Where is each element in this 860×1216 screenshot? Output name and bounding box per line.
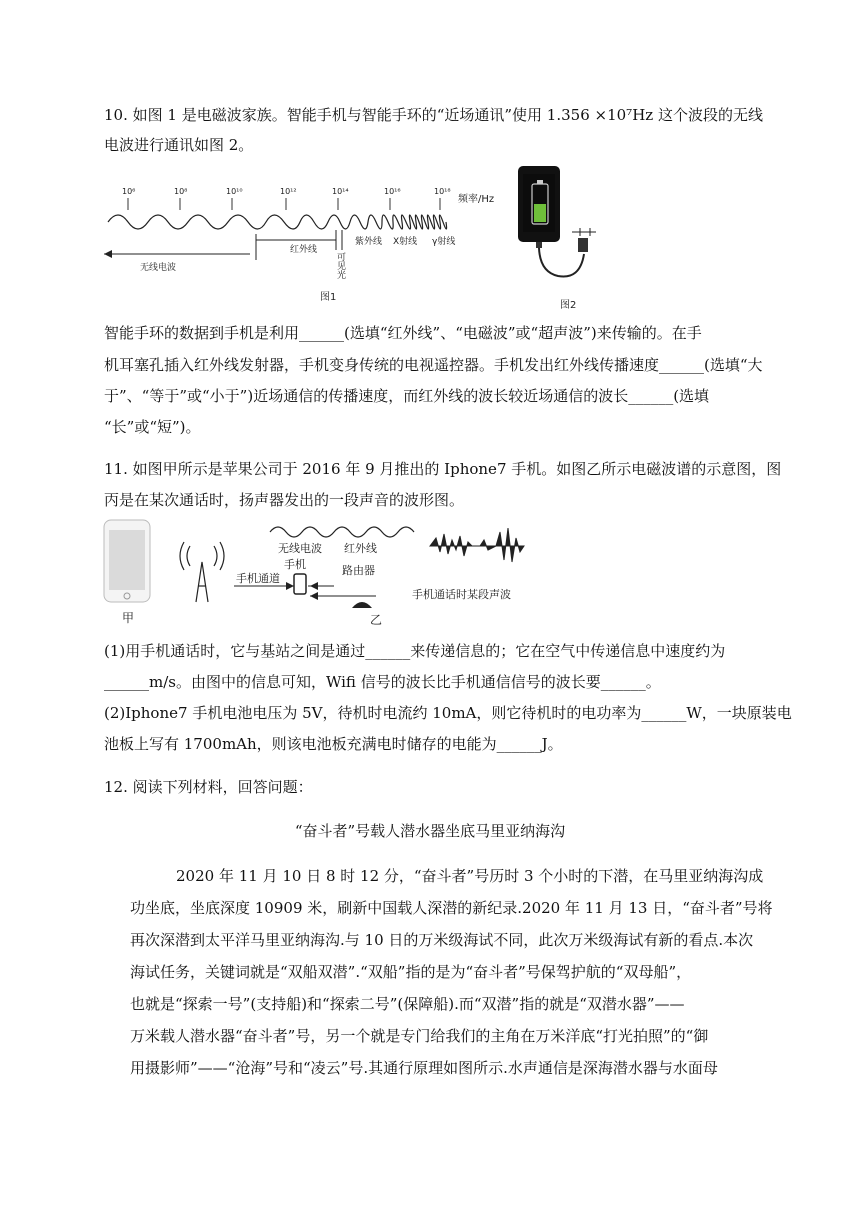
exp-label-4: 10¹² <box>280 187 297 196</box>
freq-axis-label: 频率/Hz <box>458 194 495 205</box>
fig2-caption: 图2 <box>560 300 577 311</box>
band-ultraviolet: 紫外线 <box>355 237 383 247</box>
q10-question-line-2: 机耳塞孔插入红外线发射器，手机变身传统的电视遥控器。手机发出红外线传播速度______(选填“大 <box>104 356 763 374</box>
exp-label-5: 10¹⁴ <box>332 187 349 196</box>
router-icon <box>352 602 372 608</box>
exp-label-7: 10¹⁸ <box>434 187 451 196</box>
exp-label-2: 10⁸ <box>174 187 188 196</box>
exp-label-6: 10¹⁶ <box>384 187 401 196</box>
article-para-line-1: 2020 年 11 月 10 日 8 时 12 分，“奋斗者”号历时 3 个小时的下潜，在马里亚纳海沟成 <box>176 867 764 885</box>
q10-line-1: 10. 如图 1 是电磁波家族。智能手机与智能手环的“近场通讯”使用 1.356 ×10⁷Hz 这个波段的无线 <box>104 106 763 124</box>
phone-label: 手机 <box>284 558 306 571</box>
article-para-line-7: 用摄影师”——“沧海”号和“凌云”号.其通行原理如图所示.水声通信是深海潜水器与水面母 <box>130 1059 718 1077</box>
fig1-caption: 图1 <box>320 292 337 303</box>
band-gamma: γ射线 <box>432 237 456 247</box>
wave-label-radio: 无线电波 <box>278 542 322 555</box>
q11-sub2-line-2: 池板上写有 1700mAh，则该电池板充满电时储存的电能为______J。 <box>104 735 563 753</box>
q11-line-1: 11. 如图甲所示是苹果公司于 2016 年 9 月推出的 Iphone7 手机。如图乙所示电磁波谱的示意图，图 <box>104 460 782 478</box>
band-visible-label: 可见光 <box>335 252 345 279</box>
article-title: “奋斗者”号载人潜水器坐底马里亚纳海沟 <box>294 822 566 840</box>
label-jia: 甲 <box>122 611 135 625</box>
article-para-line-2: 功坐底，坐底深度 10909 米，刷新中国载人深潜的新纪录.2020 年 11 月 13 日，“奋斗者”号将 <box>130 899 773 917</box>
exp-label-1: 10⁶ <box>122 187 136 196</box>
band-radio: 无线电波 <box>140 263 177 273</box>
q10-line-2: 电波进行通讯如图 2。 <box>104 136 254 154</box>
q10-question-line-4: “长”或“短”)。 <box>104 418 201 436</box>
q11-sub2-line-1: (2)Iphone7 手机电池电压为 5V，待机时电流约 10mA，则它待机时的电功率为______W，一块原装电 <box>104 704 792 722</box>
sound-wave-caption: 手机通话时某段声波 <box>412 588 511 601</box>
sound-wave-graphic <box>430 528 524 562</box>
label-yi: 乙 <box>370 613 383 627</box>
article-para-line-6: 万米载人潜水器“奋斗者”号，另一个就是专门给我们的主角在万米洋底“打光拍照”的“御 <box>130 1027 709 1045</box>
q11-sub1-line-2: ______m/s。由图中的信息可知，Wifi 信号的波长比手机通信信号的波长要______。 <box>104 673 661 691</box>
em-spectrum-figure <box>100 180 510 310</box>
radio-wave-graphic <box>270 527 414 537</box>
charging-cable <box>539 248 584 277</box>
band-xray: X射线 <box>393 237 418 247</box>
article-para-line-3: 再次深潜到太平洋马里亚纳海沟.与 10 日的万米级海试不同，此次万米级海试有新的看点.本次 <box>130 931 754 949</box>
small-phone-icon <box>294 574 306 594</box>
cell-tower-icon <box>180 542 224 602</box>
q11-sub1-line-1: (1)用手机通话时，它与基站之间是通过______来传递信息的；它在空气中传递信息中速度约为 <box>104 642 726 660</box>
router-label: 路由器 <box>342 564 375 577</box>
exp-label-3: 10¹⁰ <box>226 187 243 196</box>
spectrum-wave <box>108 215 447 229</box>
article-para-line-5: 也就是“探索一号”(支持船)和“探索二号”(保障船).而“双潜”指的就是“双潜水器”—— <box>130 995 685 1013</box>
wave-label-infrared: 红外线 <box>344 542 377 555</box>
q10-question-line-3: 于”、“等于”或“小于”)近场通信的传播速度，而红外线的波长较近场通信的波长______(选填 <box>104 387 710 405</box>
channel-label: 手机通道 <box>236 572 280 585</box>
band-infrared: 红外线 <box>290 245 318 255</box>
article-para-line-4: 海试任务，关键词就是“双船双潜”.“双船”指的是为“奋斗者”号保驾护航的“双母船”， <box>130 963 692 981</box>
phone-charging-figure <box>510 162 620 314</box>
q10-question-line-1: 智能手环的数据到手机是利用______(选填“红外线”、“电磁波”或“超声波”)来传输的。在手 <box>104 324 702 342</box>
band-visible <box>335 252 346 279</box>
q11-line-2: 丙是在某次通话时，扬声器发出的一段声音的波形图。 <box>104 491 465 509</box>
q12-line-1: 12. 阅读下列材料，回答问题： <box>104 778 313 796</box>
iphone-signal-figure <box>100 516 550 628</box>
